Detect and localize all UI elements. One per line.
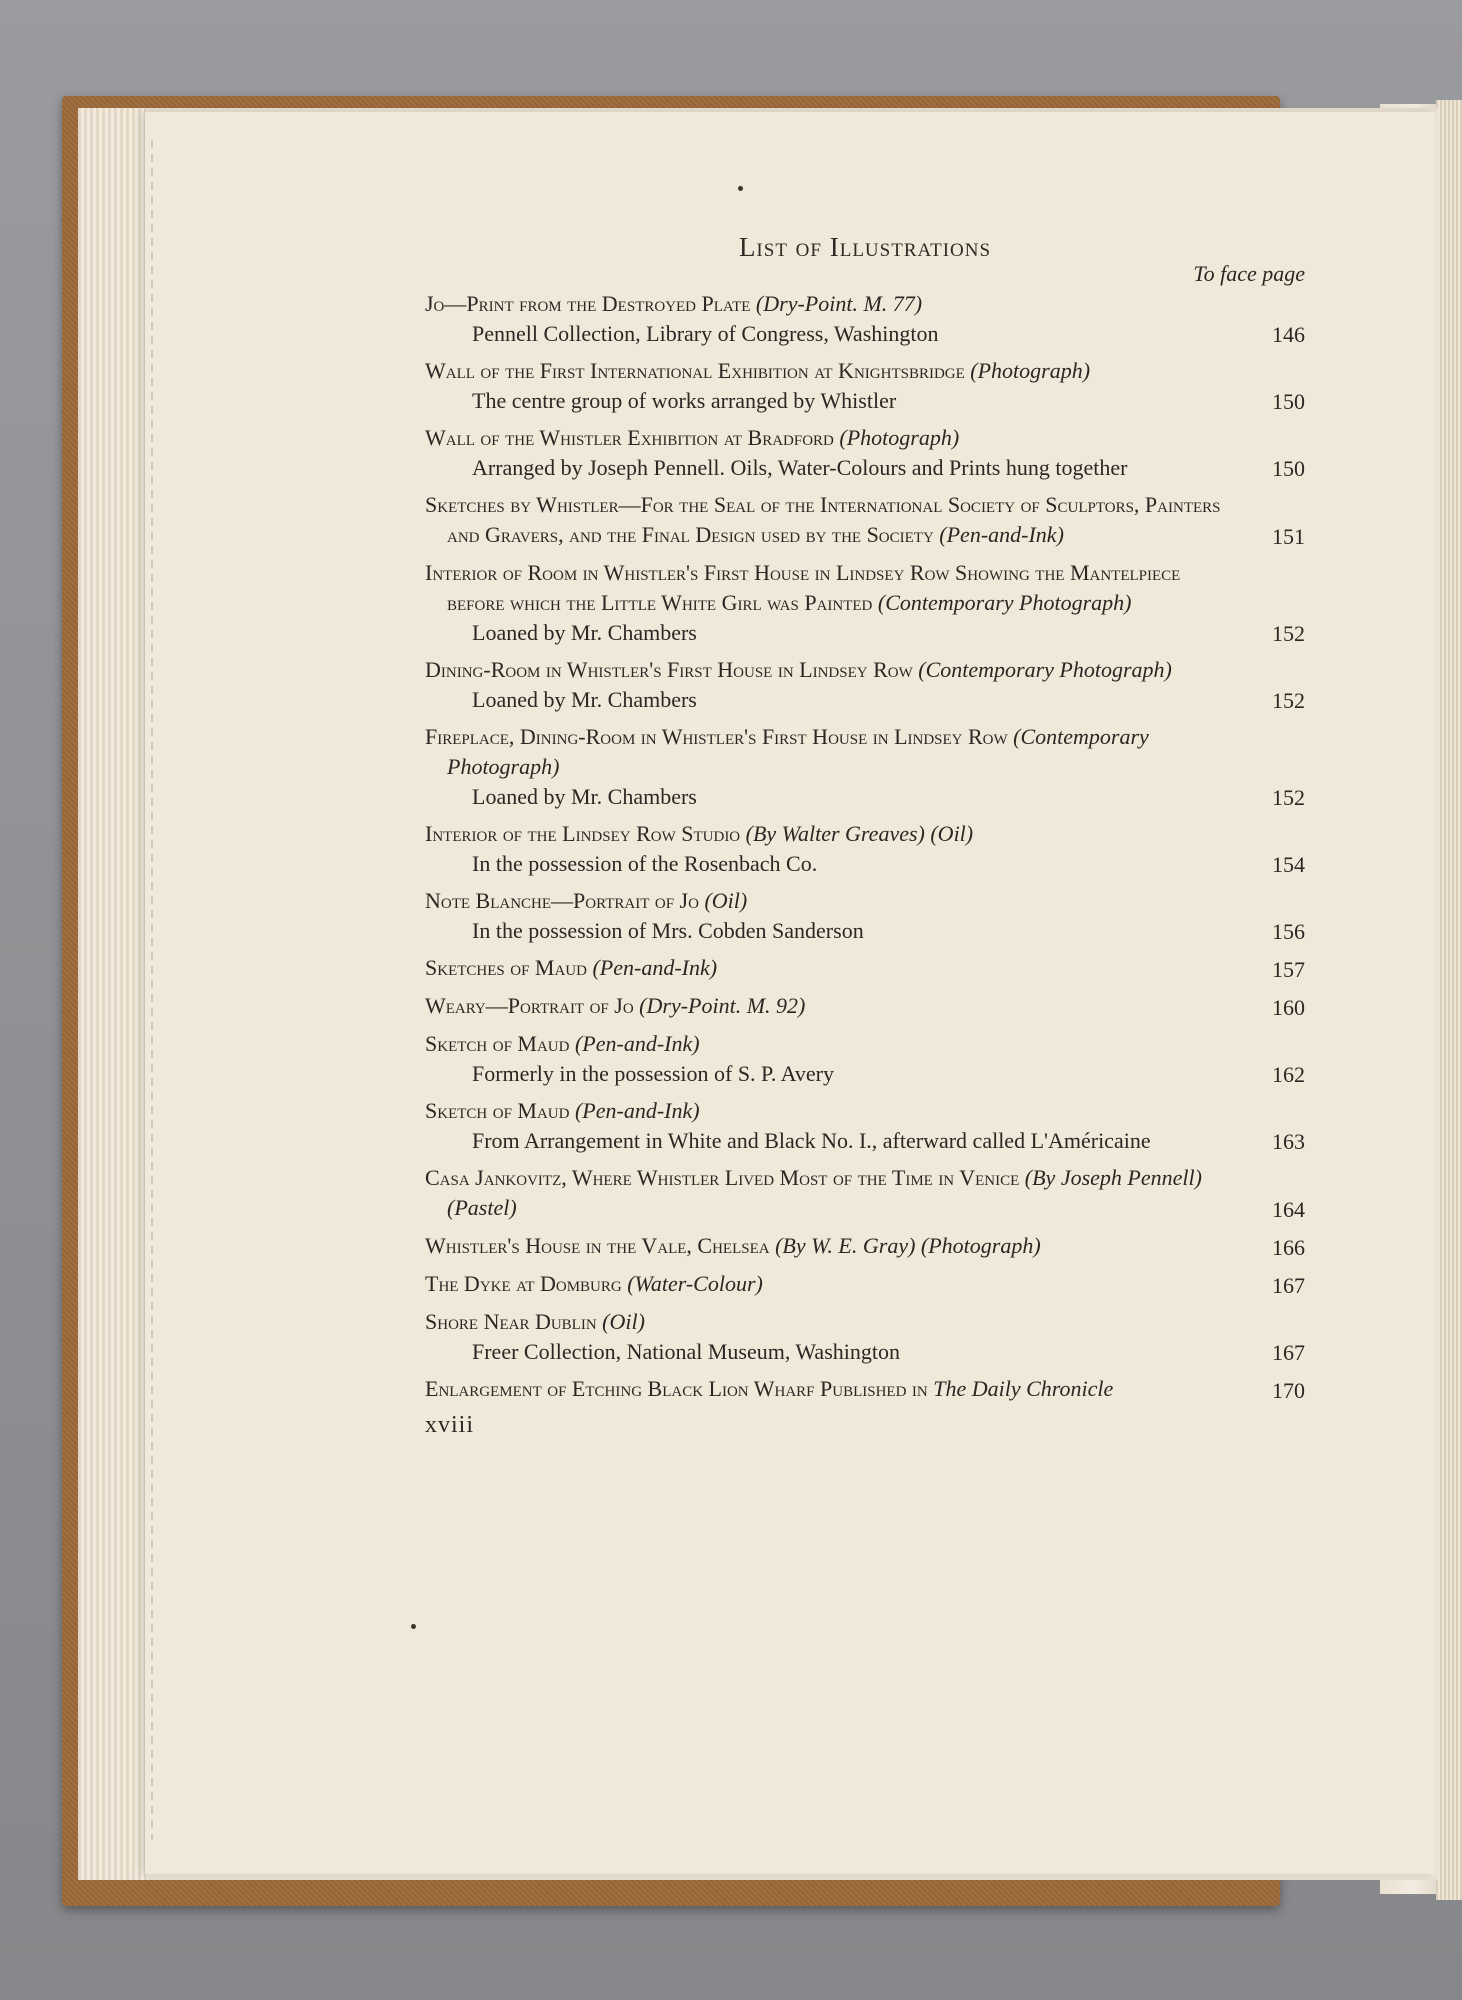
list-item: [425, 1029, 1305, 1088]
entry-page-number: 152: [1272, 621, 1305, 646]
entry-page-number: 164: [1272, 1197, 1305, 1222]
entry-page-number: 150: [1272, 456, 1305, 481]
entry-page-number: 167: [1272, 1273, 1305, 1298]
entry-row: [425, 289, 1305, 348]
entry-medium: (Photograph): [970, 358, 1091, 383]
entry-medium: The Daily Chronicle: [933, 1376, 1114, 1401]
entry-heading: [425, 1307, 1225, 1337]
entry-row: [425, 1231, 1305, 1261]
entry-page-number: 146: [1272, 322, 1305, 347]
entry-title: Wall of the First International Exhibition at Knightsbridge: [425, 358, 965, 383]
list-item: [425, 490, 1305, 550]
entry-title: Shore Near Dublin: [425, 1309, 597, 1334]
entry-caption: [425, 1029, 1245, 1088]
page-block-edge: [1436, 100, 1462, 1900]
entry-medium: (Pen-and-Ink): [574, 1098, 700, 1123]
list-item: [425, 356, 1305, 415]
entry-caption: [425, 819, 1245, 878]
entry-heading: [425, 1096, 1225, 1126]
entry-note: Formerly in the possession of S. P. Avery: [472, 1061, 834, 1086]
entry-row: [425, 1269, 1305, 1299]
entry-medium: (Water-Colour): [627, 1271, 763, 1296]
entry-caption: [425, 886, 1245, 945]
entry-heading: [425, 558, 1225, 618]
entry-note: Loaned by Mr. Chambers: [472, 784, 697, 809]
entry-caption: [425, 1307, 1245, 1366]
list-item: [425, 1374, 1305, 1404]
entry-medium: (By Walter Greaves) (Oil): [745, 821, 974, 846]
entry-caption: [425, 289, 1245, 348]
entry-row: [425, 655, 1305, 714]
page-speck: [411, 1624, 416, 1629]
entry-title: Dining-Room in Whistler's First House in Lindsey Row: [425, 657, 913, 682]
entry-heading: [425, 1163, 1225, 1223]
entry-caption: [425, 356, 1245, 415]
entry-note: Freer Collection, National Museum, Washington: [472, 1339, 900, 1364]
entry-title: Weary—Portrait of Jo: [425, 993, 634, 1018]
entry-title: Enlargement of Etching Black Lion Wharf Published in: [425, 1376, 928, 1401]
gutter-shadow: [151, 140, 153, 1840]
entry-caption: [425, 655, 1245, 714]
entry-heading: [425, 1029, 1225, 1059]
entry-caption: [425, 1231, 1245, 1261]
entry-medium: (Pen-and-Ink): [592, 955, 718, 980]
entry-row: [425, 953, 1305, 983]
entry-title: Casa Jankovitz, Where Whistler Lived Most of the Time in Venice: [425, 1165, 1020, 1190]
entry-row: [425, 722, 1305, 811]
entry-heading: [425, 356, 1225, 386]
list-item: [425, 886, 1305, 945]
entry-heading: [425, 423, 1225, 453]
entry-page-number: 166: [1272, 1235, 1305, 1260]
entry-row: [425, 819, 1305, 878]
entry-medium: (Pen-and-Ink): [939, 522, 1064, 547]
list-item: [425, 1231, 1305, 1261]
entry-medium: (Oil): [602, 1309, 645, 1334]
entry-row: [425, 886, 1305, 945]
entry-title: Sketch of Maud: [425, 1031, 570, 1056]
entry-heading: [425, 655, 1225, 685]
entry-caption: [425, 953, 1245, 983]
column-header: To face page: [1193, 261, 1305, 286]
entry-note: Arranged by Joseph Pennell. Oils, Water-Colours and Prints hung together: [472, 455, 1128, 480]
page-speck: [738, 186, 743, 191]
entry-page-number: 152: [1272, 785, 1305, 810]
page-title: List of Illustrations: [738, 232, 992, 262]
entry-caption: [425, 1269, 1245, 1299]
entry-title: Sketches of Maud: [425, 955, 587, 980]
entry-title: Interior of Room in Whistler's First House in Lindsey Row Showing the Mantelpiece before which the Little White Girl was Painted: [425, 560, 1181, 615]
entry-medium: (Dry-Point. M. 77): [755, 291, 923, 316]
list-item: [425, 1269, 1305, 1299]
entry-note: Pennell Collection, Library of Congress, Washington: [472, 321, 939, 346]
entry-page-number: 152: [1272, 688, 1305, 713]
entry-medium: (By Joseph Pennell) (Pastel): [447, 1165, 1202, 1220]
entry-heading: [425, 490, 1225, 550]
list-item: [425, 289, 1305, 348]
entry-caption: [425, 991, 1245, 1021]
list-item: [425, 1163, 1305, 1223]
entry-note: From Arrangement in White and Black No. I., afterward called L'Américaine: [472, 1128, 1151, 1153]
list-item: [425, 819, 1305, 878]
page-number: xviii: [425, 1412, 475, 1438]
entry-caption: [425, 423, 1245, 482]
list-item: [425, 655, 1305, 714]
entry-caption: [425, 722, 1245, 811]
entry-page-number: 150: [1272, 389, 1305, 414]
list-item: [425, 1307, 1305, 1366]
entry-title: Whistler's House in the Vale, Chelsea: [425, 1233, 770, 1258]
entry-page-number: 157: [1272, 957, 1305, 982]
entry-page-number: 162: [1272, 1062, 1305, 1087]
entry-title: Note Blanche—Portrait of Jo: [425, 888, 699, 913]
list-item: [425, 953, 1305, 983]
entry-row: [425, 991, 1305, 1021]
entry-medium: (Photograph): [839, 425, 960, 450]
entry-row: [425, 1374, 1305, 1404]
entry-page-number: 170: [1272, 1378, 1305, 1403]
list-item: [425, 722, 1305, 811]
entry-page-number: 156: [1272, 919, 1305, 944]
entry-row: [425, 423, 1305, 482]
entry-page-number: 163: [1272, 1129, 1305, 1154]
list-item: [425, 558, 1305, 647]
entry-note: In the possession of the Rosenbach Co.: [472, 851, 818, 876]
entry-heading: [425, 953, 1225, 983]
entry-heading: [425, 1231, 1225, 1261]
entry-heading: [425, 819, 1225, 849]
entry-caption: [425, 1163, 1245, 1223]
entry-note: Loaned by Mr. Chambers: [472, 620, 697, 645]
entry-heading: [425, 1269, 1225, 1299]
entry-row: [425, 356, 1305, 415]
entry-row: [425, 1307, 1305, 1366]
entries-list: [425, 289, 1305, 1404]
entry-page-number: 160: [1272, 995, 1305, 1020]
entry-page-number: 151: [1272, 524, 1305, 549]
list-item: [425, 423, 1305, 482]
entry-row: [425, 1096, 1305, 1155]
entry-page-number: 154: [1272, 852, 1305, 877]
entry-title: Wall of the Whistler Exhibition at Bradford: [425, 425, 834, 450]
entry-title: Sketch of Maud: [425, 1098, 570, 1123]
entry-heading: [425, 991, 1225, 1021]
entry-medium: (Pen-and-Ink): [574, 1031, 700, 1056]
entry-caption: [425, 1374, 1245, 1404]
entry-title: Fireplace, Dining-Room in Whistler's First House in Lindsey Row: [425, 724, 1008, 749]
list-item: [425, 991, 1305, 1021]
entry-note: Loaned by Mr. Chambers: [472, 687, 697, 712]
entry-title: Interior of the Lindsey Row Studio: [425, 821, 741, 846]
entry-medium: (By W. E. Gray) (Photograph): [775, 1233, 1041, 1258]
entry-page-number: 167: [1272, 1340, 1305, 1365]
entry-heading: [425, 1374, 1225, 1404]
entry-note: The centre group of works arranged by Whistler: [472, 388, 897, 413]
entry-row: [425, 558, 1305, 647]
entry-medium: (Contemporary Photograph): [877, 590, 1132, 615]
entry-row: [425, 1163, 1305, 1223]
entry-heading: [425, 289, 1225, 319]
entry-row: [425, 490, 1305, 550]
entry-medium: (Dry-Point. M. 92): [639, 993, 806, 1018]
entry-caption: [425, 490, 1245, 550]
entry-title: The Dyke at Domburg: [425, 1271, 622, 1296]
entry-caption: [425, 558, 1245, 647]
entry-title: Sketches by Whistler—For the Seal of the International Society of Sculptors, Painters and Gravers, and the Final Design used by the Society: [425, 492, 1221, 547]
list-item: [425, 1096, 1305, 1155]
entry-title: Jo—Print from the Destroyed Plate: [425, 291, 751, 316]
illustrations-list: [425, 232, 1305, 1439]
entry-medium: (Contemporary Photograph): [918, 657, 1172, 682]
entry-medium: (Oil): [704, 888, 748, 913]
entry-heading: [425, 886, 1225, 916]
entry-row: [425, 1029, 1305, 1088]
entry-caption: [425, 1096, 1245, 1155]
entry-medium: (Contemporary Photograph): [447, 724, 1149, 779]
entry-note: In the possession of Mrs. Cobden Sanderson: [472, 918, 864, 943]
entry-heading: [425, 722, 1225, 782]
